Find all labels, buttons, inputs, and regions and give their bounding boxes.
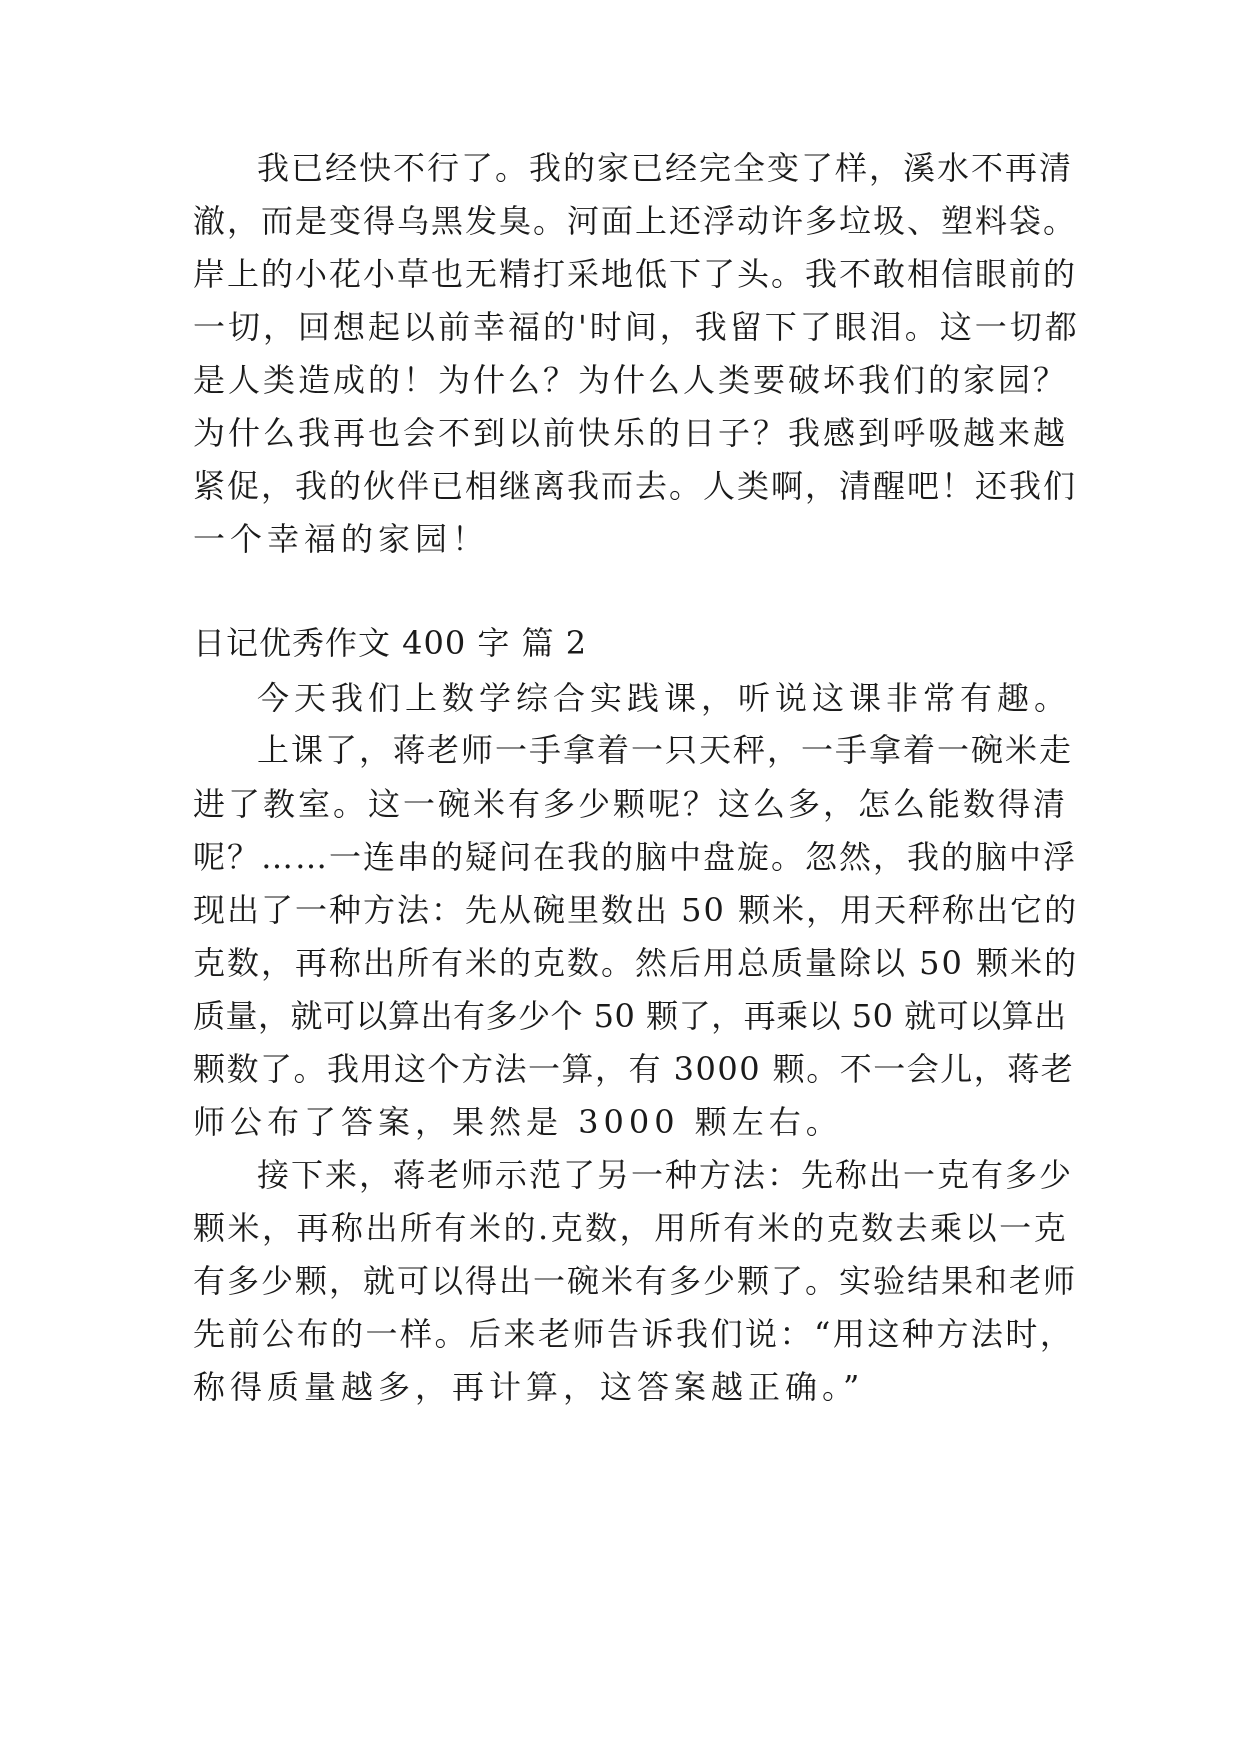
section-2-paragraph-2-line-7: 颗数了。我用这个方法一算，有 3000 颗。不一会儿，蒋老	[193, 1050, 1075, 1088]
paragraph-1-line-3: 岸上的小花小草也无精打采地低下了头。我不敢相信眼前的	[193, 255, 1078, 293]
paragraph-1-line-8: 一个幸福的家园！	[193, 520, 490, 558]
paragraph-1-line-1: 我已经快不行了。我的家已经完全变了样，溪水不再清	[257, 149, 1074, 187]
section-2-paragraph-2-line-5: 克数，再称出所有米的克数。然后用总质量除以 50 颗米的	[193, 944, 1079, 982]
section-2-paragraph-3-line-4: 先前公布的一样。后来老师告诉我们说：“用这种方法时，	[193, 1315, 1075, 1353]
section-2-paragraph-2-line-6: 质量，就可以算出有多少个 50 颗了，再乘以 50 就可以算出	[193, 997, 1067, 1035]
section-2-paragraph-3-line-1: 接下来，蒋老师示范了另一种方法：先称出一克有多少	[257, 1156, 1074, 1194]
section-2-paragraph-2-line-4: 现出了一种方法：先从碗里数出 50 颗米，用天秤称出它的	[193, 891, 1079, 929]
paragraph-1-line-5: 是人类造成的！为什么？为什么人类要破坏我们的家园？	[193, 361, 1069, 399]
section-heading: 日记优秀作文 400 字 篇 2	[193, 624, 588, 662]
section-2-paragraph-2-line-3: 呢？……一连串的疑问在我的脑中盘旋。忽然，我的脑中浮	[193, 838, 1078, 876]
section-2-paragraph-3-line-5: 称得质量越多，再计算，这答案越正确。”	[193, 1368, 865, 1406]
paragraph-1-line-2: 澈，而是变得乌黑发臭。河面上还浮动许多垃圾、塑料袋。	[193, 202, 1078, 240]
section-2-paragraph-3-line-3: 有多少颗，就可以得出一碗米有多少颗了。实验结果和老师	[193, 1262, 1078, 1300]
section-2-paragraph-2-line-2: 进了教室。这一碗米有多少颗呢？这么多，怎么能数得清	[193, 785, 1069, 823]
section-2-paragraph-1-line-1: 今天我们上数学综合实践课，听说这课非常有趣。	[257, 679, 1072, 717]
paragraph-1-line-4: 一切，回想起以前幸福的'时间，我留下了眼泪。这一切都	[193, 308, 1080, 346]
section-2-paragraph-3-line-2: 颗米，再称出所有米的.克数，用所有米的克数去乘以一克	[193, 1209, 1069, 1247]
paragraph-1-line-7: 紧促，我的伙伴已相继离我而去。人类啊，清醒吧！还我们	[193, 467, 1078, 505]
paragraph-1-line-6: 为什么我再也会不到以前快乐的日子？我感到呼吸越来越	[193, 414, 1069, 452]
section-2-paragraph-2-line-1: 上课了，蒋老师一手拿着一只天秤，一手拿着一碗米走	[257, 731, 1074, 769]
section-2-paragraph-2-line-8: 师公布了答案，果然是 3000 颗左右。	[193, 1103, 843, 1141]
